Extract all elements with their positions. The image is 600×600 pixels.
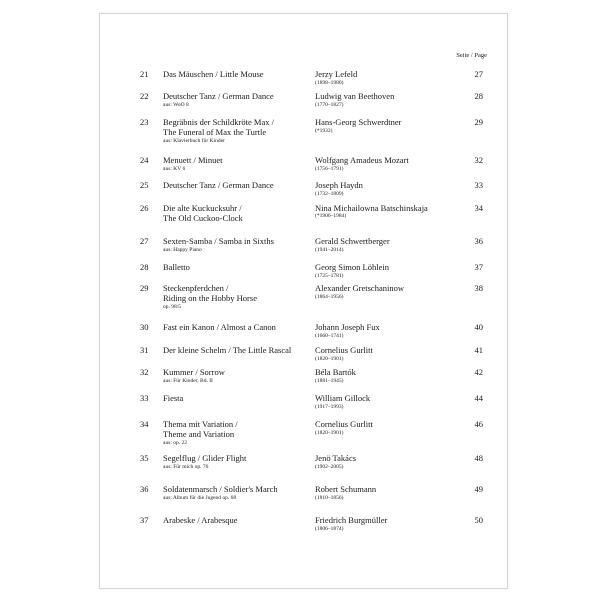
entry-title-line: Arabeske / Arabesque	[163, 515, 238, 525]
entry-composer-line: Cornelius Gurlitt	[315, 419, 373, 429]
entry-number: 31	[140, 345, 149, 355]
entry-page-number: 49	[474, 484, 483, 494]
entry-composer	[315, 345, 373, 355]
entry-source: aus: Happy Piano	[163, 247, 202, 253]
entry-page-number: 38	[474, 283, 483, 293]
entry-page-number: 46	[474, 419, 483, 429]
entry-page-number: 29	[474, 117, 483, 127]
entry-composer-line: Joseph Haydn	[315, 180, 363, 190]
entry-page-number: 28	[474, 91, 483, 101]
entry-title	[163, 393, 313, 403]
entry-title	[163, 419, 313, 439]
entry-composer-line: Cornelius Gurlitt	[315, 345, 373, 355]
entry-number: 36	[140, 484, 149, 494]
entry-composer	[315, 484, 376, 494]
entry-title	[163, 236, 313, 246]
entry-page-number: 40	[474, 322, 483, 332]
entry-composer-line: Wolfgang Amadeus Mozart	[315, 155, 409, 165]
entry-title	[163, 180, 313, 190]
entry-composer-dates: (1660–1741)	[315, 333, 344, 339]
entry-number: 29	[140, 283, 149, 293]
entry-composer	[315, 91, 394, 101]
entry-title	[163, 117, 313, 137]
entry-number: 21	[140, 69, 149, 79]
entry-title	[163, 283, 313, 303]
page-column-header: Seite / Page	[456, 52, 487, 59]
entry-number: 32	[140, 367, 149, 377]
entry-composer	[315, 322, 380, 332]
entry-number: 25	[140, 180, 149, 190]
entry-composer-dates: (1756–1791)	[315, 166, 344, 172]
entry-page-number: 50	[474, 515, 483, 525]
entry-composer-line: Hans-Georg Schwerdtner	[315, 117, 402, 127]
entry-title-line: Sexten-Samba / Samba in Sixths	[163, 236, 274, 246]
entry-composer	[315, 453, 356, 463]
entry-number: 34	[140, 419, 149, 429]
entry-composer	[315, 117, 401, 127]
entry-page-number: 36	[474, 236, 483, 246]
entry-page-number: 33	[474, 180, 483, 190]
entry-title	[163, 155, 313, 165]
entry-composer	[315, 155, 409, 165]
entry-source: aus: Album für die Jugend op. 68	[163, 495, 237, 501]
entry-title-line: The Old Cuckoo-Clock	[163, 213, 243, 223]
entry-title	[163, 262, 313, 272]
entry-title	[163, 203, 313, 223]
entry-composer	[315, 180, 363, 190]
entry-title-line: Das Mäuschen / Little Mouse	[163, 69, 264, 79]
toc-entry	[100, 484, 507, 514]
entry-composer-dates: (1881–1945)	[315, 378, 344, 384]
entry-title-line: Theme and Variation	[163, 429, 235, 439]
entry-composer-line: Jerzy Lefeld	[315, 69, 358, 79]
entry-composer-dates: (1917–1993)	[315, 404, 344, 410]
entry-composer	[315, 262, 389, 272]
entry-composer-dates: (1941–2014)	[315, 247, 344, 253]
entry-composer-line: Alexander Gretschaninow	[315, 283, 404, 293]
entry-composer-line: Jenö Takács	[315, 453, 357, 463]
entry-composer-line: (*1906–1984)	[315, 213, 347, 219]
entry-title-line: Die alte Kuckucksuhr /	[163, 203, 242, 213]
entry-title-line: Kummer / Sorrow	[163, 367, 225, 377]
entry-title-line: Deutscher Tanz / German Dance	[163, 91, 274, 101]
entry-title	[163, 69, 313, 79]
entry-title-line: Begräbnis der Schildkröte Max /	[163, 117, 274, 127]
entry-title-line: Thema mit Variation /	[163, 419, 238, 429]
entry-page-number: 44	[474, 393, 483, 403]
entry-title	[163, 453, 313, 463]
entry-number: 37	[140, 515, 149, 525]
toc-entry	[100, 419, 507, 449]
entry-composer-dates: (1898–1980)	[315, 80, 344, 86]
entry-composer-line: Johann Joseph Fux	[315, 322, 380, 332]
entry-composer	[315, 367, 356, 377]
entry-composer-dates: (1770–1827)	[315, 102, 344, 108]
entry-page-number: 37	[474, 262, 483, 272]
entry-composer-dates: (1820–1901)	[315, 430, 344, 436]
entry-composer-line: Gerald Schwertberger	[315, 236, 390, 246]
entry-composer-line: Robert Schumann	[315, 484, 377, 494]
entry-title	[163, 91, 313, 101]
entry-page-number: 41	[474, 345, 483, 355]
entry-number: 22	[140, 91, 149, 101]
entry-composer	[315, 419, 373, 429]
entry-title	[163, 322, 313, 332]
entry-page-number: 27	[474, 69, 483, 79]
entry-source: aus: Für mich op. 76	[163, 464, 209, 470]
entry-composer-line: Friedrich Burgmüller	[315, 515, 388, 525]
entry-source: aus: op. 22	[163, 440, 187, 446]
entry-title-line: Fiesta	[163, 393, 184, 403]
entry-title-line: Segelflug / Glider Flight	[163, 453, 247, 463]
entry-title-line: Deutscher Tanz / German Dance	[163, 180, 274, 190]
toc-entry	[100, 203, 507, 233]
entry-page-number: 48	[474, 453, 483, 463]
entry-title	[163, 345, 313, 355]
entry-composer	[315, 69, 357, 79]
entry-number: 26	[140, 203, 149, 213]
entry-page-number: 32	[474, 155, 483, 165]
entry-title-line: Balletto	[163, 262, 190, 272]
entry-title-line: Der kleine Schelm / The Little Rascal	[163, 345, 292, 355]
entry-number: 27	[140, 236, 149, 246]
entry-title-line: Riding on the Hobby Horse	[163, 293, 257, 303]
entry-title-line: The Funeral of Max the Turtle	[163, 127, 267, 137]
entry-composer-dates: (1725–1781)	[315, 273, 344, 279]
entry-source: aus: Klavierbuch für Kinder	[163, 138, 225, 144]
entry-title	[163, 484, 313, 494]
toc-entry	[100, 283, 507, 313]
entry-composer-line: Béla Bartók	[315, 367, 356, 377]
entry-composer-dates: (1732–1809)	[315, 191, 344, 197]
entry-title	[163, 515, 313, 525]
entry-number: 23	[140, 117, 149, 127]
document-page	[99, 13, 508, 589]
entry-composer-dates: (1820–1901)	[315, 356, 344, 362]
entry-number: 35	[140, 453, 149, 463]
entry-composer	[315, 283, 404, 293]
entry-title	[163, 367, 313, 377]
entry-page-number: 34	[474, 203, 483, 213]
entry-title-line: Steckenpferdchen /	[163, 283, 229, 293]
entry-source: op. 98/5	[163, 304, 182, 310]
entry-composer	[315, 236, 390, 246]
entry-source: aus: Für Kinder, Bd. II	[163, 378, 213, 384]
entry-source: aus: KV 6	[163, 166, 186, 172]
entry-source: aus: WoO 8	[163, 102, 189, 108]
entry-title-line: Fast ein Kanon / Almost a Canon	[163, 322, 276, 332]
entry-composer-dates: (1902–2005)	[315, 464, 344, 470]
entry-composer	[315, 515, 387, 525]
toc-entry	[100, 117, 507, 147]
entry-number: 24	[140, 155, 149, 165]
toc-entry	[100, 453, 507, 483]
entry-title-line: Soldatenmarsch / Soldier's March	[163, 484, 278, 494]
entry-composer	[315, 393, 370, 403]
entry-composer-line: Georg Simon Löhlein	[315, 262, 389, 272]
entry-title-line: Menuett / Minuet	[163, 155, 223, 165]
entry-number: 33	[140, 393, 149, 403]
entry-number: 30	[140, 322, 149, 332]
entry-composer-line: Nina Michailowna Batschinskaja	[315, 203, 428, 213]
entry-composer-line: William Gillock	[315, 393, 371, 403]
entry-composer-dates: (*1932)	[315, 128, 333, 134]
entry-number: 28	[140, 262, 149, 272]
entry-composer-line: Ludwig van Beethoven	[315, 91, 395, 101]
entry-composer	[315, 203, 428, 219]
entry-composer-dates: (1810–1856)	[315, 495, 344, 501]
toc-entry	[100, 515, 507, 545]
entry-composer-dates: (1806–1874)	[315, 526, 344, 532]
entry-page-number: 42	[474, 367, 483, 377]
entry-composer-dates: (1864–1956)	[315, 294, 344, 300]
